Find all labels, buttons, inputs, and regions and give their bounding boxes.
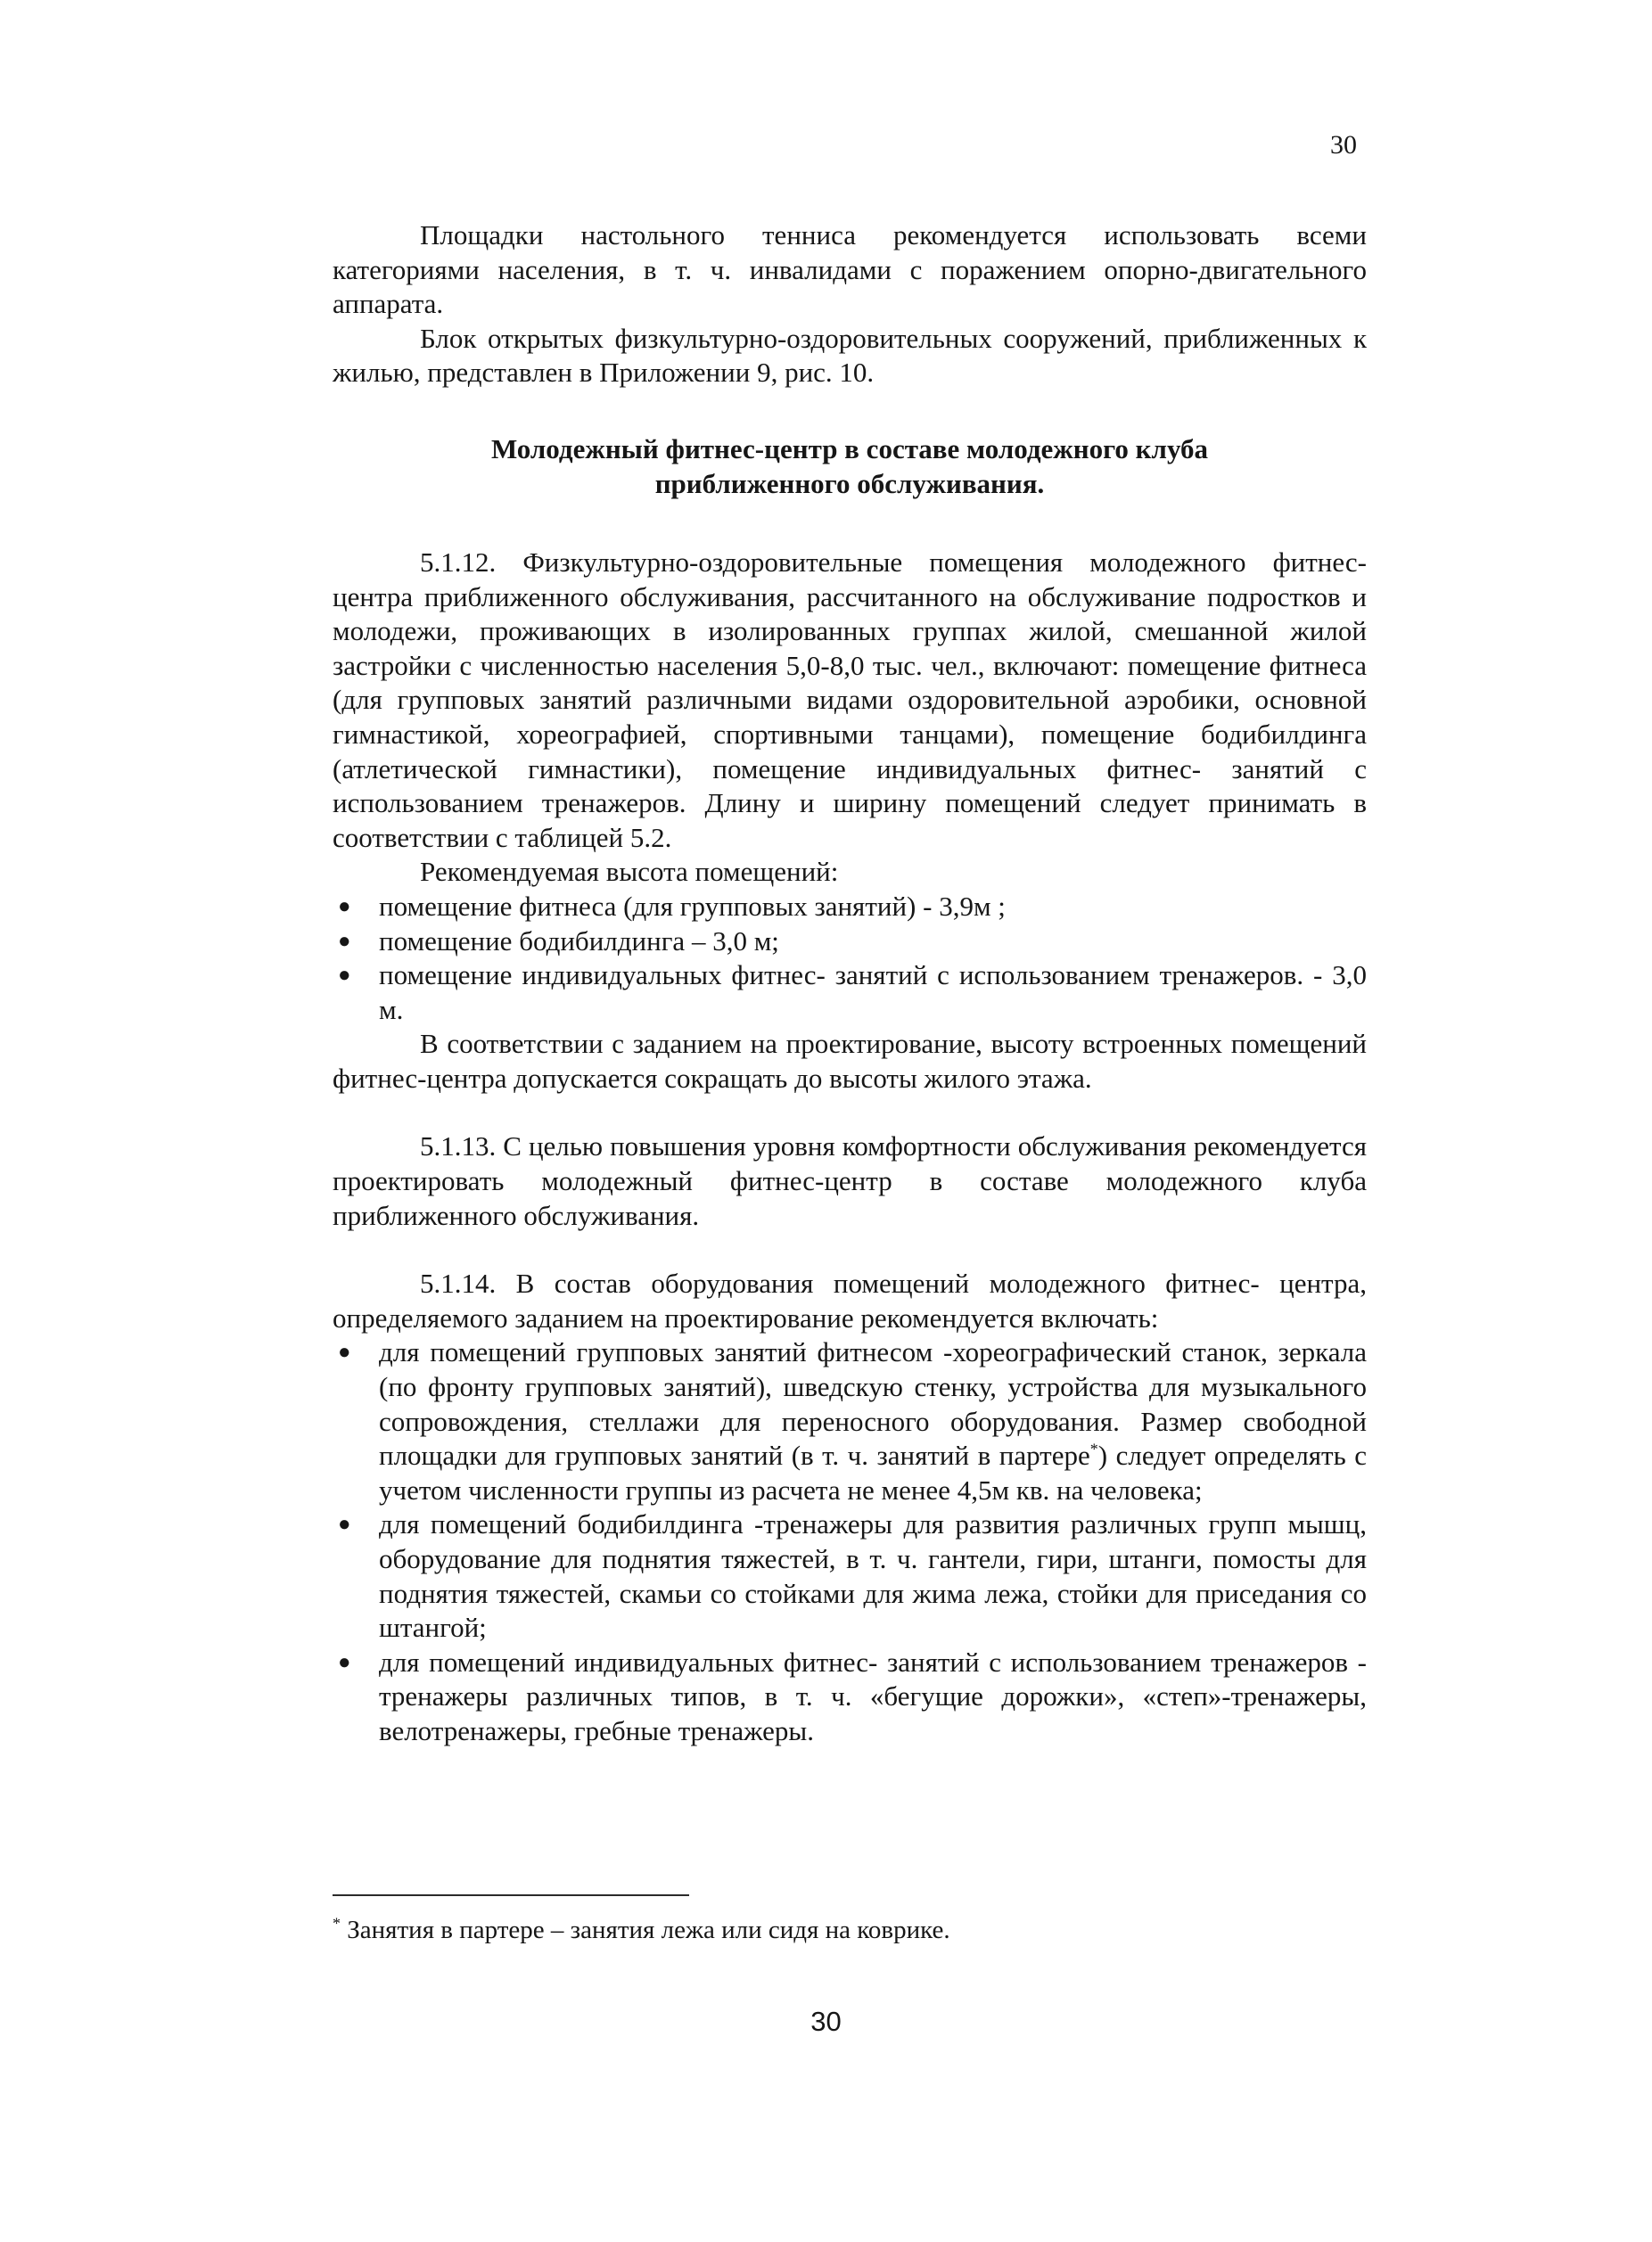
clause-5-1-14: 5.1.14. В состав оборудования помещений молодежного фитнес- центра, определяемого заданием на проектирование рекомендуется включать: (333, 1268, 1367, 1334)
section-heading-line-2: приближенного обслуживания. (654, 467, 1045, 499)
list-item-text-continued: ) следует определять с учетом численности группы из расчета не менее 4,5м кв. на человека; (379, 1440, 1368, 1506)
intro-paragraph-1: Площадки настольного тенниса рекомендуется использовать всеми категориями населения, в т. ч. инвалидами с поражением опорно-двигательного аппарата. (333, 219, 1367, 320)
footnote-reference[interactable]: * (1089, 1440, 1098, 1458)
list-item-text: для помещений групповых занятий фитнесом -хореографический станок, зеркала (по фронту групповых занятий), шведскую стенку, устройства для музыкального сопровождения, стеллажи для переносного оборудования. Размер свободной площадки для групповых занятий (в т. ч. занятий в партере (379, 1336, 1367, 1472)
heights-list (333, 890, 1367, 1027)
section-heading (333, 431, 1367, 501)
bullet-dot-icon: ● (338, 1650, 351, 1674)
footnote-mark: * (333, 1914, 341, 1933)
height-note: В соответствии с заданием на проектирование, высоту встроенных помещений фитнес-центра допускается сокращать до высоты жилого этажа. (333, 1028, 1367, 1094)
list-item (333, 890, 1367, 924)
list-item-text: для помещений индивидуальных фитнес- занятий с использованием тренажеров - тренажеры различных типов, в т. ч. «бегущие дорожки», «степ»-тренажеры, велотренажеры, гребные тренажеры. (379, 1646, 1367, 1746)
intro-paragraph-2: Блок открытых физкультурно-оздоровительных сооружений, приближенных к жилью, представлен в Приложении 9, рис. 10. (333, 322, 1367, 389)
list-item-text: помещение бодибилдинга – 3,0 м; (379, 924, 779, 957)
document-body (333, 218, 1367, 1749)
clause-5-1-12: 5.1.12. Физкультурно-оздоровительные помещения молодежного фитнес-центра приближенного обслуживания, рассчитанного на обслуживание подростков и молодежи, проживающих в изолированных группах жилой, смешанной жилой застройки с численностью населения 5,0-8,0 тыс. чел., включают: помещение фитнеса (для групповых занятий различными видами оздоровительной аэробики, основной гимнастикой, хореографией, спортивными танцами), помещение бодибилдинга (атлетической гимнастики), помещение индивидуальных фитнес- занятий с использованием тренажеров. Длину и ширину помещений следует принимать в соответствии с таблицей 5.2. (333, 546, 1367, 853)
clause-5-1-13: 5.1.13. С целью повышения уровня комфортности обслуживания рекомендуется проектировать молодежный фитнес-центр в составе молодежного клуба приближенного обслуживания. (333, 1130, 1367, 1231)
footnote-separator (333, 1894, 689, 1896)
list-item-text: для помещений бодибилдинга -тренажеры для развития различных групп мышц, оборудование для поднятия тяжестей, в т. ч. гантели, гири, штанги, помосты для поднятия тяжестей, скамьи со стойками для жима лежа, стойки для приседания со штангой; (379, 1508, 1367, 1644)
section-heading-line-1: Молодежный фитнес-центр в составе молодежного клуба (490, 432, 1209, 464)
list-item (333, 1335, 1367, 1507)
footnote-text: Занятия в партере – занятия лежа или сидя на коврике. (341, 1916, 950, 1944)
list-item (333, 1507, 1367, 1645)
page-number-bottom: 30 (810, 2006, 842, 2037)
bullet-dot-icon: ● (338, 1341, 351, 1365)
list-item (333, 1646, 1367, 1749)
page-number-top: 30 (1330, 130, 1357, 160)
list-item (333, 958, 1367, 1027)
list-item-text: помещение индивидуальных фитнес- занятий с использованием тренажеров. - 3,0 м. (379, 959, 1367, 1025)
bullet-dot-icon: ● (338, 1513, 351, 1537)
list-item (333, 924, 1367, 959)
bullet-dot-icon: ● (338, 964, 351, 988)
bullet-dot-icon: ● (338, 894, 351, 918)
bullet-dot-icon: ● (338, 929, 351, 953)
list-item-text: помещение фитнеса (для групповых занятий) - 3,9м ; (379, 890, 1006, 922)
footnote (333, 1915, 1367, 1945)
equipment-list (333, 1335, 1367, 1748)
heights-intro: Рекомендуемая высота помещений: (420, 856, 839, 888)
